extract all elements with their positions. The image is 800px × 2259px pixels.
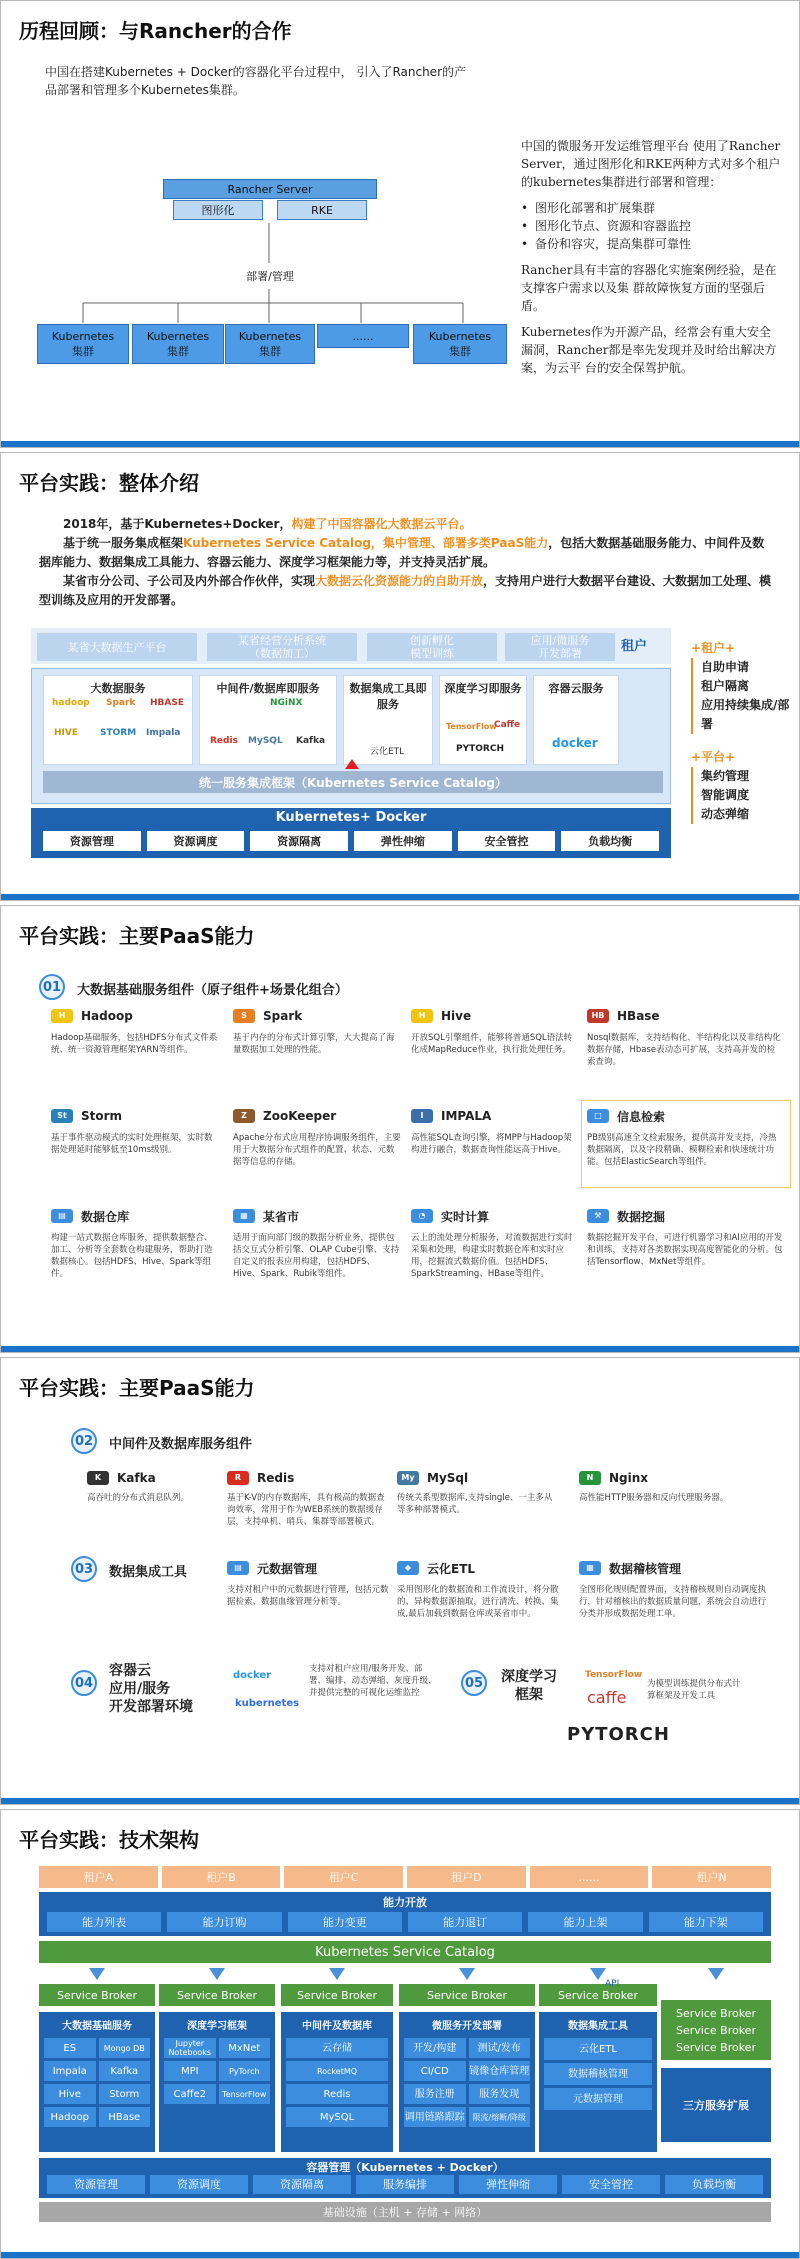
etl-label: 云化ETL — [370, 747, 405, 757]
slide-bottom-bar — [1, 894, 799, 900]
component-desc: 高性能SQL查询引擎，将MPP与Hadoop架构进行融合，数据查询性能远高于Hive。 — [411, 1133, 572, 1155]
group-title: 中间件及数据库 — [302, 2021, 372, 2032]
service-broker: Service Broker — [281, 1984, 393, 2006]
platform-head: +平台+ — [691, 750, 736, 764]
arrow-down-icon — [590, 1968, 606, 1980]
benefit-item: 应用持续集成/部署 — [701, 698, 790, 731]
k8s-cluster-2: Kubernetes 集群 — [132, 324, 224, 364]
middleware-icon: R — [227, 1471, 249, 1485]
component-desc: Hadoop基础服务，包括HDFS分布式文件系统、统一资源管理框架YARN等组件。 — [51, 1033, 218, 1055]
third-broker: Service Broker — [676, 2023, 756, 2037]
right-para-1: 中国的微服务开发运维管理平台 使用了Rancher Server，通过图形化和RKE两种方式对多个租户的kubernetes集群进行部署和管理： — [521, 139, 781, 189]
k8s-cluster-1: Kubernetes 集群 — [37, 324, 129, 364]
slide-title: 历程回顾：与Rancher的合作 — [19, 19, 292, 43]
group-item: ES — [44, 2038, 96, 2058]
component-name: Spark — [263, 1009, 303, 1023]
group-item: PyTorch — [219, 2061, 271, 2081]
middleware-header — [87, 1468, 247, 1488]
container-desc: 支持对租户应用/服务开发、部署、编排、动态弹缩、灰度升级、并提供完整的可视化运维监控 — [309, 1664, 437, 1698]
tool-header — [227, 1558, 393, 1578]
tenant-item: 创新孵化 模型训练 — [367, 633, 497, 661]
open-item: 能力下架 — [649, 1912, 763, 1932]
slide-paas-middleware — [0, 1357, 800, 1805]
card-data-integration — [343, 675, 433, 765]
slide-bottom-bar — [1, 1798, 799, 1804]
right-para-2: Rancher具有丰富的容器化实施案例经验，是在支撑客户需求以及集 群故障恢复方面的坚强后盾。 — [521, 263, 777, 313]
third-broker-box — [661, 2000, 771, 2060]
group-title: 数据集成工具 — [568, 2021, 628, 2032]
container-item: 服务编排 — [356, 2175, 454, 2194]
api-label: API — [605, 1979, 620, 1989]
component-8 — [51, 1206, 219, 1280]
component-icon: ▦ — [233, 1209, 255, 1223]
component-name: ZooKeeper — [263, 1109, 337, 1123]
benefit-item: 智能调度 — [701, 788, 750, 802]
group-item: 镜像仓库管理 — [469, 2061, 531, 2081]
highlight-frame — [581, 1100, 791, 1188]
middleware-header — [397, 1468, 557, 1488]
component-name: Hive — [441, 1009, 472, 1023]
component-icon: □ — [587, 1109, 609, 1123]
component-header — [51, 1106, 219, 1126]
tensorflow-logo: TensorFlow — [446, 722, 497, 731]
middleware-icon: My — [397, 1471, 419, 1485]
tenant-box: 租户D — [407, 1866, 526, 1888]
slide-bottom-bar — [1, 1346, 799, 1352]
kubernetes-logo: kubernetes — [235, 1698, 300, 1709]
middleware-icon: N — [579, 1471, 601, 1485]
slide-architecture — [0, 1809, 800, 2259]
group-items — [281, 2032, 393, 2127]
card-title: 数据集成工具即服务 — [349, 682, 427, 711]
bullet-item: • 备份和容灾，提高集群可靠性 — [521, 235, 781, 253]
component-header — [587, 1206, 783, 1226]
line2-b: Kubernetes Service Catalog，集中管理、部署多类PaaS能力 — [183, 536, 549, 550]
middleware-icon: K — [87, 1471, 109, 1485]
middleware-2 — [397, 1468, 557, 1516]
impala-logo: Impala — [146, 728, 181, 738]
tool-desc: 采用图形化的数据流和工作流设计，将分散的、异构数据源抽取，进行清洗、转换、集成,最后加载到数据仓库或某省市中。 — [397, 1585, 559, 1619]
k8s-cluster-n: Kubernetes 集群 — [413, 324, 507, 364]
line3-b: 大数据云化资源能力的自助开放 — [315, 574, 484, 588]
component-1 — [233, 1006, 401, 1056]
spark-logo: Spark — [106, 698, 136, 708]
group-item: 开发/构建 — [404, 2038, 466, 2058]
storm-logo: STORM — [100, 728, 137, 738]
section-title: 深度学习 框架 — [501, 1669, 557, 1703]
middleware-name: Nginx — [609, 1471, 649, 1485]
component-header — [411, 1206, 579, 1226]
docker-logo: docker — [233, 1670, 272, 1681]
card-container — [533, 675, 619, 765]
arrow-down-icon — [708, 1968, 724, 1980]
group-item: MPI — [164, 2061, 216, 2081]
tool-name: 元数据管理 — [257, 1561, 318, 1576]
middleware-1 — [227, 1468, 393, 1528]
benefit-item: 租户隔离 — [701, 679, 750, 693]
component-icon: H — [411, 1009, 433, 1023]
component-header — [51, 1006, 219, 1026]
component-desc: 基于内存的分布式计算引擎，大大提高了海量数据加工处理的性能。 — [233, 1033, 395, 1055]
capabilities-row — [43, 831, 659, 851]
component-desc: 基于事件驱动模式的实时处理框架，实时数据处理延时能够低至10ms级别。 — [51, 1133, 213, 1155]
line3-a: 某省市分公司、子公司及内外部合作伙伴，实现 — [63, 574, 316, 588]
component-header — [233, 1106, 401, 1126]
component-name: 实时计算 — [441, 1209, 490, 1224]
right-para-3: Kubernetes作为开源产品，经常会有重大安全漏洞，Rancher都是率先发现并及时给出解决方案，为云平 台的安全保驾护航。 — [521, 325, 777, 375]
bullet-item: • 图形化节点、资源和容器监控 — [521, 217, 781, 235]
third-party-ext: 三方服务扩展 — [661, 2068, 771, 2142]
component-desc: 云上的流处理分析服务，对流数据进行实时采集和处理，构建实时数据仓库和实时应用，挖掘流式数据价值。包括HDFS、SparkStreaming、HBase等组件。 — [411, 1233, 573, 1279]
group-item: 限流/熔断/降级 — [469, 2107, 531, 2127]
group-item: Caffe2 — [164, 2084, 216, 2104]
component-name: 信息检索 — [617, 1109, 666, 1124]
component-9 — [233, 1206, 401, 1280]
slide-overview — [0, 452, 800, 901]
component-header — [233, 1206, 401, 1226]
benefit-item: 集约管理 — [701, 769, 750, 783]
middleware-name: MySql — [427, 1471, 469, 1485]
section-number: 02 — [71, 1428, 97, 1454]
k8s-cluster-more: ...... — [317, 324, 409, 348]
capability-item: 资源调度 — [147, 831, 245, 851]
middleware-0 — [87, 1468, 247, 1504]
section-title: 数据集成工具 — [109, 1565, 188, 1580]
rancher-server-box: Rancher Server — [163, 179, 377, 199]
arrow-down-icon — [329, 1968, 345, 1980]
tool-icon: ◆ — [397, 1561, 419, 1575]
service-broker: Service Broker — [159, 1984, 275, 2006]
open-item: 能力变更 — [288, 1912, 402, 1932]
component-6 — [411, 1106, 579, 1156]
component-name: HBase — [617, 1009, 660, 1023]
middleware-desc: 传统关系型数据库,支持single、一主多从等多种部署模式。 — [397, 1493, 553, 1515]
slide-bottom-bar — [1, 2252, 799, 2258]
infra-bar: 基础设施（主机 + 存储 + 网络） — [39, 2202, 771, 2222]
hive-logo: HIVE — [54, 728, 78, 738]
k8s-cluster-3: Kubernetes 集群 — [225, 324, 315, 364]
line1-b: 构建了中国容器化大数据云平台。 — [291, 517, 472, 531]
deploy-manage-label: 部署/管理 — [236, 267, 304, 285]
service-broker: Service Broker — [399, 1984, 535, 2006]
component-desc: 开放SQL引擎组件，能够将普通SQL语法转化成MapReduce作业，执行批处理任务。 — [411, 1033, 573, 1055]
open-item: 能力上架 — [528, 1912, 642, 1932]
middleware-3 — [579, 1468, 739, 1504]
card-title: 大数据服务 — [90, 682, 146, 695]
arrow-down-icon — [459, 1968, 475, 1980]
component-header — [51, 1206, 219, 1226]
tenant-item: 应用/微服务 开发部署 — [505, 633, 615, 661]
slide-bottom-bar — [1, 441, 799, 447]
component-icon: S — [233, 1009, 255, 1023]
component-name: 某省市 — [263, 1209, 300, 1224]
line2-a: 基于统一服务集成框架 — [63, 536, 184, 550]
third-broker: Service Broker — [676, 2040, 756, 2054]
slide-title: 平台实践：主要PaaS能力 — [19, 1376, 255, 1400]
component-name: 数据挖掘 — [617, 1209, 666, 1224]
group-items — [39, 2032, 155, 2127]
group-items — [539, 2032, 657, 2110]
mysql-logo: MySQL — [248, 736, 283, 746]
kafka-logo: Kafka — [296, 736, 326, 746]
caffe-logo: Caffe — [494, 720, 521, 730]
service-group — [159, 2012, 275, 2152]
tool-header — [397, 1558, 563, 1578]
section-number: 05 — [461, 1670, 487, 1696]
component-5 — [233, 1106, 401, 1168]
group-item: MxNet — [219, 2038, 271, 2058]
component-desc: Apache分布式应用程序协调服务组件，主要用于大数据分布式组件的配置、状态、元数据等信息的存储。 — [233, 1133, 401, 1167]
card-title: 深度学习即服务 — [444, 682, 522, 695]
tool-desc: 支持对租户中的元数据进行管理，包括元数据检索、数据血缘管理分析等。 — [227, 1585, 389, 1607]
component-4 — [51, 1106, 219, 1156]
component-name: Storm — [81, 1109, 123, 1123]
group-item: 测试/发布 — [469, 2038, 531, 2058]
service-broker: Service Broker — [39, 1984, 155, 2006]
section-number: 04 — [71, 1670, 97, 1696]
right-benefits — [691, 639, 791, 824]
card-deep-learning — [439, 675, 527, 765]
pytorch-logo: PYTORCH — [567, 1724, 670, 1745]
container-item: 弹性伸缩 — [459, 2175, 557, 2194]
graphical-box: 图形化 — [173, 200, 263, 220]
component-name: 数据仓库 — [81, 1209, 130, 1224]
catalog-bar: Kubernetes Service Catalog — [39, 1941, 771, 1963]
capability-item: 安全管控 — [458, 831, 556, 851]
group-item: 调用链路跟踪 — [404, 2107, 466, 2127]
group-item: Redis — [286, 2084, 388, 2104]
group-title: 深度学习框架 — [187, 2021, 247, 2032]
group-item: HBase — [99, 2107, 151, 2127]
middleware-header — [227, 1468, 393, 1488]
component-header — [233, 1006, 401, 1026]
group-item: 云化ETL — [544, 2038, 652, 2060]
slide-title: 平台实践：技术架构 — [19, 1828, 199, 1852]
card-title: 中间件/数据库即服务 — [216, 682, 320, 695]
hbase-logo: HBASE — [150, 698, 184, 708]
capability-item: 负载均衡 — [561, 831, 659, 851]
section-title: 中间件及数据库服务组件 — [109, 1437, 253, 1452]
component-2 — [411, 1006, 579, 1056]
k8s-title: Kubernetes+ Docker — [275, 810, 427, 825]
benefit-item: 动态弹缩 — [701, 807, 750, 821]
overview-text — [39, 515, 774, 610]
middleware-header — [579, 1468, 739, 1488]
middleware-desc: 基于K-V的内存数据库，具有极高的数据查询效率，常用于作为WEB系统的数据缓存层，支持单机、哨兵、集群等部署模式。 — [227, 1493, 385, 1527]
group-item: CI/CD — [404, 2061, 466, 2081]
component-0 — [51, 1006, 219, 1056]
arrow-up-icon — [345, 759, 359, 769]
component-11 — [587, 1206, 783, 1268]
component-desc: 数据挖掘开发平台，可进行机器学习和AI应用的开发和训练，支持对各类数据实现高度智能化的分析。包括Tensorflow、MxNet等组件。 — [587, 1233, 783, 1267]
group-item: 服务发现 — [469, 2084, 531, 2104]
nginx-logo: NGiNX — [270, 698, 303, 708]
container-title: 容器管理（Kubernetes + Docker） — [306, 2161, 504, 2174]
card-bigdata — [43, 675, 193, 765]
open-item: 能力退订 — [408, 1912, 522, 1932]
tool-header — [579, 1558, 769, 1578]
slide-title: 平台实践：主要PaaS能力 — [19, 924, 255, 948]
dl-desc: 为模型训练提供分布式计算框架及开发工具 — [647, 1679, 741, 1701]
tool-0 — [227, 1558, 393, 1608]
component-header — [411, 1106, 579, 1126]
container-item: 安全管控 — [562, 2175, 660, 2194]
service-broker: Service Broker — [539, 1984, 657, 2006]
hadoop-logo: hadoop — [52, 698, 90, 708]
middleware-name: Redis — [257, 1471, 295, 1485]
container-item: 资源隔离 — [253, 2175, 351, 2194]
component-header — [587, 1006, 783, 1026]
slide-title: 平台实践：整体介绍 — [19, 471, 199, 495]
line1-a: 2018年，基于Kubernetes+Docker， — [63, 517, 292, 531]
group-title: 大数据基础服务 — [62, 2021, 132, 2032]
tenant-box: 租户C — [284, 1866, 403, 1888]
component-10 — [411, 1206, 579, 1280]
tool-icon: ▦ — [579, 1561, 601, 1575]
group-item: Hive — [44, 2084, 96, 2104]
component-desc: 构建一站式数据仓库服务，提供数据整合、加工、分析等全套数仓构建服务，帮助打造数据核心。包括HDFS、Hive、Spark等组件。 — [51, 1233, 213, 1279]
group-item: 数据稽核管理 — [544, 2063, 652, 2085]
component-icon: H — [51, 1009, 73, 1023]
tool-name: 云化ETL — [427, 1561, 476, 1576]
tenant-benefit-list — [691, 658, 791, 734]
arrow-down-icon — [89, 1968, 105, 1980]
tenant-box: 租户B — [162, 1866, 281, 1888]
component-icon: Z — [233, 1109, 255, 1123]
tensorflow-logo: TensorFlow — [585, 1670, 643, 1680]
section-number: 01 — [39, 974, 65, 1000]
service-group — [39, 2012, 155, 2152]
tool-desc: 全图形化规则配置界面，支持稽核规则自动调度执行，针对稽核出的数据质量问题，系统会自动进行分类并形成数据处理工单。 — [579, 1585, 767, 1619]
caffe-logo: caffe — [587, 1688, 627, 1707]
group-item: Hadoop — [44, 2107, 96, 2127]
service-group — [281, 2012, 393, 2152]
component-name: Hadoop — [81, 1009, 133, 1023]
component-icon: ⚒ — [587, 1209, 609, 1223]
rancher-description — [521, 137, 781, 385]
group-item: Impala — [44, 2061, 96, 2081]
tool-2 — [579, 1558, 769, 1620]
group-item: RocketMQ — [286, 2061, 388, 2081]
group-item: 元数据管理 — [544, 2088, 652, 2110]
group-item: MySQL — [286, 2107, 388, 2127]
arrow-down-icon — [209, 1968, 225, 1980]
group-items — [159, 2032, 275, 2104]
group-title: 微服务开发部署 — [432, 2021, 502, 2032]
component-desc: 适用于面向部门级的数据分析业务，提供包括交互式分析引擎、OLAP Cube引擎、支持自定义的报表应用构建，包括HDFS、Hive、Spark、Rubik等组件。 — [233, 1233, 400, 1279]
group-item: Storm — [99, 2084, 151, 2104]
tool-name: 数据稽核管理 — [609, 1561, 682, 1576]
redis-logo: Redis — [210, 736, 238, 746]
rke-box: RKE — [277, 200, 367, 220]
component-3 — [587, 1006, 783, 1068]
bullet-item: • 图形化部署和扩展集群 — [521, 199, 781, 217]
component-name: IMPALA — [441, 1109, 492, 1123]
tenant-box: ...... — [530, 1866, 649, 1888]
component-icon: I — [411, 1109, 433, 1123]
right-bullets — [521, 199, 781, 253]
middleware-desc: 高吞吐的分布式消息队列。 — [87, 1493, 190, 1503]
capability-item: 资源管理 — [43, 831, 141, 851]
tenant-head: +租户+ — [691, 641, 736, 655]
component-icon: St — [51, 1109, 73, 1123]
benefit-item: 自助申请 — [701, 660, 750, 674]
slide-paas-bigdata — [0, 905, 800, 1353]
tenant-item: 某省经营分析系统 （数据加工） — [207, 633, 357, 661]
middleware-name: Kafka — [117, 1471, 156, 1485]
container-item: 资源管理 — [47, 2175, 145, 2194]
catalog-bar: 统一服务集成框架（Kubernetes Service Catalog） — [43, 771, 663, 793]
component-icon: HB — [587, 1009, 609, 1023]
intro-text: 中国在搭建Kubernetes + Docker的容器化平台过程中， 引入了Rancher的产品部署和管理多个Kubernetes集群。 — [45, 65, 466, 97]
section-title: 大数据基础服务组件（原子组件+场景化组合） — [77, 983, 348, 998]
group-item: TensorFlow — [219, 2084, 271, 2104]
tool-icon: ▤ — [227, 1561, 249, 1575]
group-item: Mongo DB — [99, 2038, 151, 2058]
capability-item: 弹性伸缩 — [354, 831, 452, 851]
component-desc: Nosql数据库，支持结构化、半结构化以及非结构化数据存储，Hbase表动态可扩展，支持高并发的检索查询。 — [587, 1033, 781, 1067]
platform-benefit-list — [691, 767, 791, 824]
section-number: 03 — [71, 1556, 97, 1582]
section-title: 容器云 应用/服务 开发部署环境 — [109, 1663, 193, 1715]
tenant-label: 租户 — [621, 639, 648, 654]
tenant-item: 某省大数据生产平台 — [37, 633, 197, 661]
tenant-box: 租户N — [652, 1866, 771, 1888]
component-icon: ◔ — [411, 1209, 433, 1223]
group-item: Jupyter Notebooks — [164, 2038, 216, 2058]
third-broker: Service Broker — [676, 2006, 756, 2020]
group-item: 服务注册 — [404, 2084, 466, 2104]
line3-c: ，支持用户进行大数据平台建设、大数据加工处理、模型训练及应用的开发部署。 — [39, 574, 772, 607]
group-item: 云存储 — [286, 2038, 388, 2058]
open-item: 能力订购 — [167, 1912, 281, 1932]
docker-logo: docker — [552, 736, 598, 750]
line2-c: ，包括大数据基础服务能力、中间件及数据库能力、数据集成工具能力、容器云能力、深度学习框架能力等，并支持灵活扩展。 — [39, 536, 765, 569]
card-title: 容器云服务 — [548, 682, 604, 695]
group-items — [399, 2032, 535, 2127]
container-item: 资源调度 — [150, 2175, 248, 2194]
pytorch-logo: PYTORCH — [456, 744, 504, 754]
group-item: Kafka — [99, 2061, 151, 2081]
capability-item: 资源隔离 — [250, 831, 348, 851]
open-item: 能力列表 — [47, 1912, 161, 1932]
component-desc: PB级别高速全文检索服务，提供高并发支持，冷热数据隔离，以及字段精确、模糊检索和快速统计功能。包括ElasticSearch等组件。 — [587, 1133, 777, 1167]
slide-rancher-history — [0, 0, 800, 448]
component-header — [411, 1006, 579, 1026]
middleware-desc: 高性能HTTP服务器和反向代理服务器。 — [579, 1493, 729, 1503]
service-group — [399, 2012, 535, 2152]
service-group — [539, 2012, 657, 2152]
open-title: 能力开放 — [383, 1896, 427, 1909]
container-item: 负载均衡 — [665, 2175, 763, 2194]
tenant-box: 租户A — [39, 1866, 158, 1888]
component-icon: ▤ — [51, 1209, 73, 1223]
tool-1 — [397, 1558, 563, 1620]
card-middleware — [199, 675, 337, 765]
